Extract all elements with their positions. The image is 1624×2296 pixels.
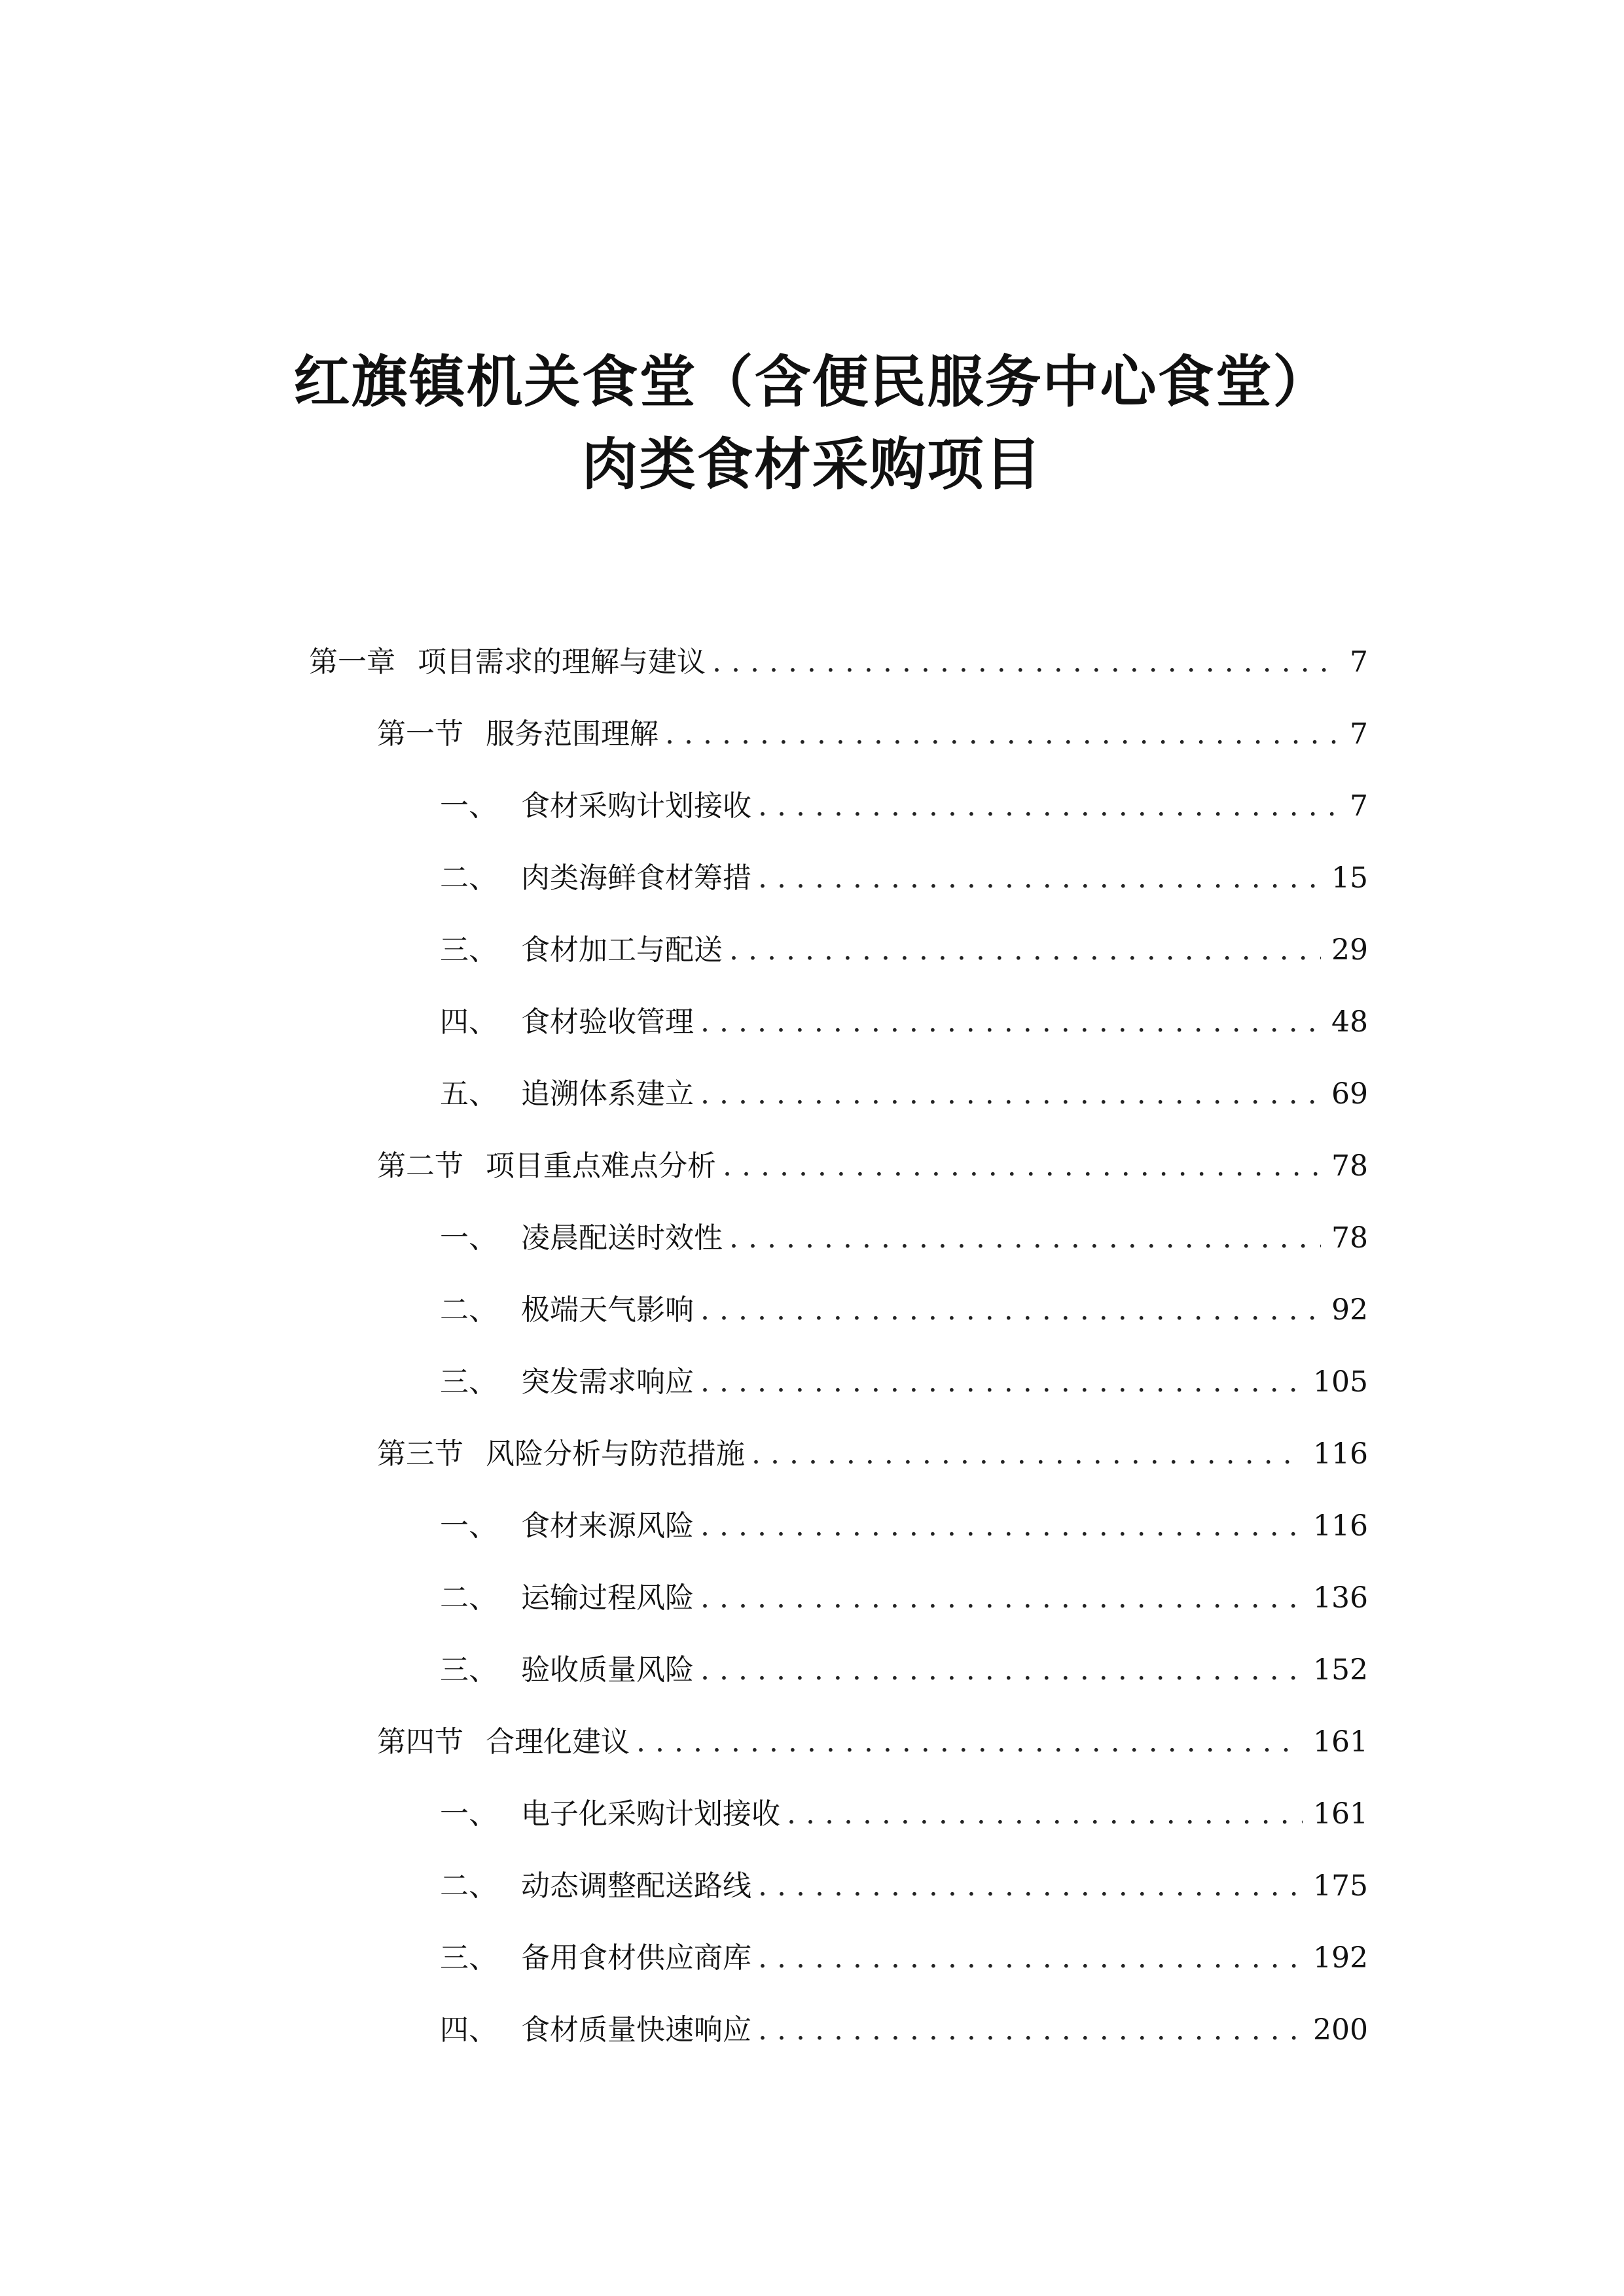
toc-entry[interactable] [440, 857, 1368, 899]
toc-entry-title: 项目需求的理解与建议 [418, 645, 706, 679]
toc-entry-number: 二、 [440, 1869, 497, 1903]
toc-page-number: 7 [1350, 645, 1368, 679]
toc-entry-number: 四、 [440, 2013, 497, 2047]
toc-entry-number: 第三节 [377, 1437, 463, 1471]
toc-entry[interactable] [440, 785, 1368, 827]
toc-entry-number: 三、 [440, 1653, 497, 1687]
toc-entry-number: 一、 [440, 1509, 497, 1543]
title-line-1: 红旗镇机关食堂（含便民服务中心食堂） [293, 350, 1331, 415]
toc-entry-number: 第一章 [309, 645, 395, 679]
toc-dot-leader [665, 713, 1339, 755]
toc-entry[interactable] [377, 1433, 1368, 1475]
toc-dot-leader [700, 1001, 1321, 1043]
toc-page-number: 48 [1331, 1005, 1368, 1039]
toc-entry[interactable] [377, 1145, 1368, 1187]
toc-page-number: 69 [1331, 1077, 1368, 1111]
toc-dot-leader [700, 1289, 1321, 1331]
toc-page-number: 7 [1350, 789, 1368, 823]
toc-entry[interactable] [440, 1505, 1368, 1547]
toc-entry-title: 服务范围理解 [486, 717, 659, 751]
toc-page-number: 15 [1331, 861, 1368, 895]
toc-page-number: 136 [1313, 1581, 1368, 1615]
toc-entry-title: 电子化采购计划接收 [521, 1797, 780, 1831]
toc-entry-number: 三、 [440, 1365, 497, 1399]
toc-dot-leader [636, 1721, 1303, 1763]
toc-entry[interactable] [440, 1073, 1368, 1115]
toc-page-number: 29 [1331, 933, 1368, 967]
toc-entry-title: 突发需求响应 [521, 1365, 694, 1399]
toc-entry[interactable] [440, 1577, 1368, 1619]
toc-entry[interactable] [440, 1289, 1368, 1331]
toc-dot-leader [787, 1793, 1303, 1835]
toc-entry-number: 二、 [440, 1293, 497, 1327]
toc-entry-number: 一、 [440, 1221, 497, 1255]
toc-entry[interactable] [377, 713, 1368, 755]
toc-dot-leader [700, 1649, 1303, 1691]
toc-entry-number: 一、 [440, 789, 497, 823]
toc-entry-number: 第二节 [377, 1149, 463, 1183]
toc-dot-leader [751, 1433, 1303, 1475]
toc-entry-title: 食材验收管理 [521, 1005, 694, 1039]
toc-entry-number: 二、 [440, 1581, 497, 1615]
toc-dot-leader [758, 857, 1321, 899]
toc-entry-number: 第一节 [377, 717, 463, 751]
toc-entry-title: 风险分析与防范措施 [486, 1437, 745, 1471]
toc-dot-leader [700, 1577, 1303, 1619]
toc-page-number: 192 [1313, 1941, 1368, 1975]
toc-page-number: 116 [1313, 1437, 1368, 1471]
toc-entry-number: 三、 [440, 933, 497, 967]
toc-entry[interactable] [440, 2009, 1368, 2051]
toc-entry[interactable] [440, 1001, 1368, 1043]
toc-entry-title: 验收质量风险 [521, 1653, 694, 1687]
toc-entry-title: 追溯体系建立 [521, 1077, 694, 1111]
toc-entry-title: 动态调整配送路线 [521, 1869, 751, 1903]
toc-entry[interactable] [440, 1649, 1368, 1691]
toc-entry-title: 运输过程风险 [521, 1581, 694, 1615]
toc-entry[interactable] [440, 1937, 1368, 1979]
toc-entry-title: 凌晨配送时效性 [521, 1221, 723, 1255]
toc-entry-title: 食材采购计划接收 [521, 789, 751, 823]
toc-entry[interactable] [440, 1361, 1368, 1403]
toc-page-number: 78 [1331, 1149, 1368, 1183]
toc-entry-number: 五、 [440, 1077, 497, 1111]
toc-dot-leader [758, 785, 1339, 827]
toc-dot-leader [723, 1145, 1321, 1187]
toc-entry-title: 食材加工与配送 [521, 933, 723, 967]
toc-entry-title: 肉类海鲜食材筹措 [521, 861, 751, 895]
toc-dot-leader [700, 1073, 1321, 1115]
toc-entry-number: 第四节 [377, 1725, 463, 1759]
toc-dot-leader [729, 1217, 1321, 1259]
toc-dot-leader [700, 1505, 1303, 1547]
toc-page-number: 105 [1313, 1365, 1368, 1399]
toc-page-number: 200 [1313, 2013, 1368, 2047]
toc-entry[interactable] [440, 929, 1368, 971]
toc-entry-title: 合理化建议 [486, 1725, 630, 1759]
toc-entry-title: 食材质量快速响应 [521, 2013, 751, 2047]
toc-dot-leader [700, 1361, 1303, 1403]
toc-entry[interactable] [440, 1865, 1368, 1907]
toc-page-number: 152 [1313, 1653, 1368, 1687]
toc-page-number: 175 [1313, 1869, 1368, 1903]
toc-entry-title: 备用食材供应商库 [521, 1941, 751, 1975]
toc-page-number: 78 [1331, 1221, 1368, 1255]
toc-page-number: 116 [1313, 1509, 1368, 1543]
toc-entry[interactable] [309, 641, 1368, 683]
title-line-2: 肉类食材采购项目 [581, 432, 1043, 497]
toc-entry-number: 二、 [440, 861, 497, 895]
toc-dot-leader [712, 641, 1339, 683]
toc-entry-number: 四、 [440, 1005, 497, 1039]
toc-entry-title: 项目重点难点分析 [486, 1149, 716, 1183]
toc-entry-title: 极端天气影响 [521, 1293, 694, 1327]
toc-entry[interactable] [377, 1721, 1368, 1763]
toc-dot-leader [758, 1865, 1303, 1907]
toc-page-number: 161 [1313, 1797, 1368, 1831]
toc-dot-leader [758, 2009, 1303, 2051]
toc-entry-title: 食材来源风险 [521, 1509, 694, 1543]
toc-page-number: 92 [1331, 1293, 1368, 1327]
toc-dot-leader [758, 1937, 1303, 1979]
toc-page-number: 7 [1350, 717, 1368, 751]
toc-entry[interactable] [440, 1217, 1368, 1259]
toc-dot-leader [729, 929, 1321, 971]
toc-entry-number: 一、 [440, 1797, 497, 1831]
toc-entry-number: 三、 [440, 1941, 497, 1975]
toc-entry[interactable] [440, 1793, 1368, 1835]
toc-page-number: 161 [1313, 1725, 1368, 1759]
